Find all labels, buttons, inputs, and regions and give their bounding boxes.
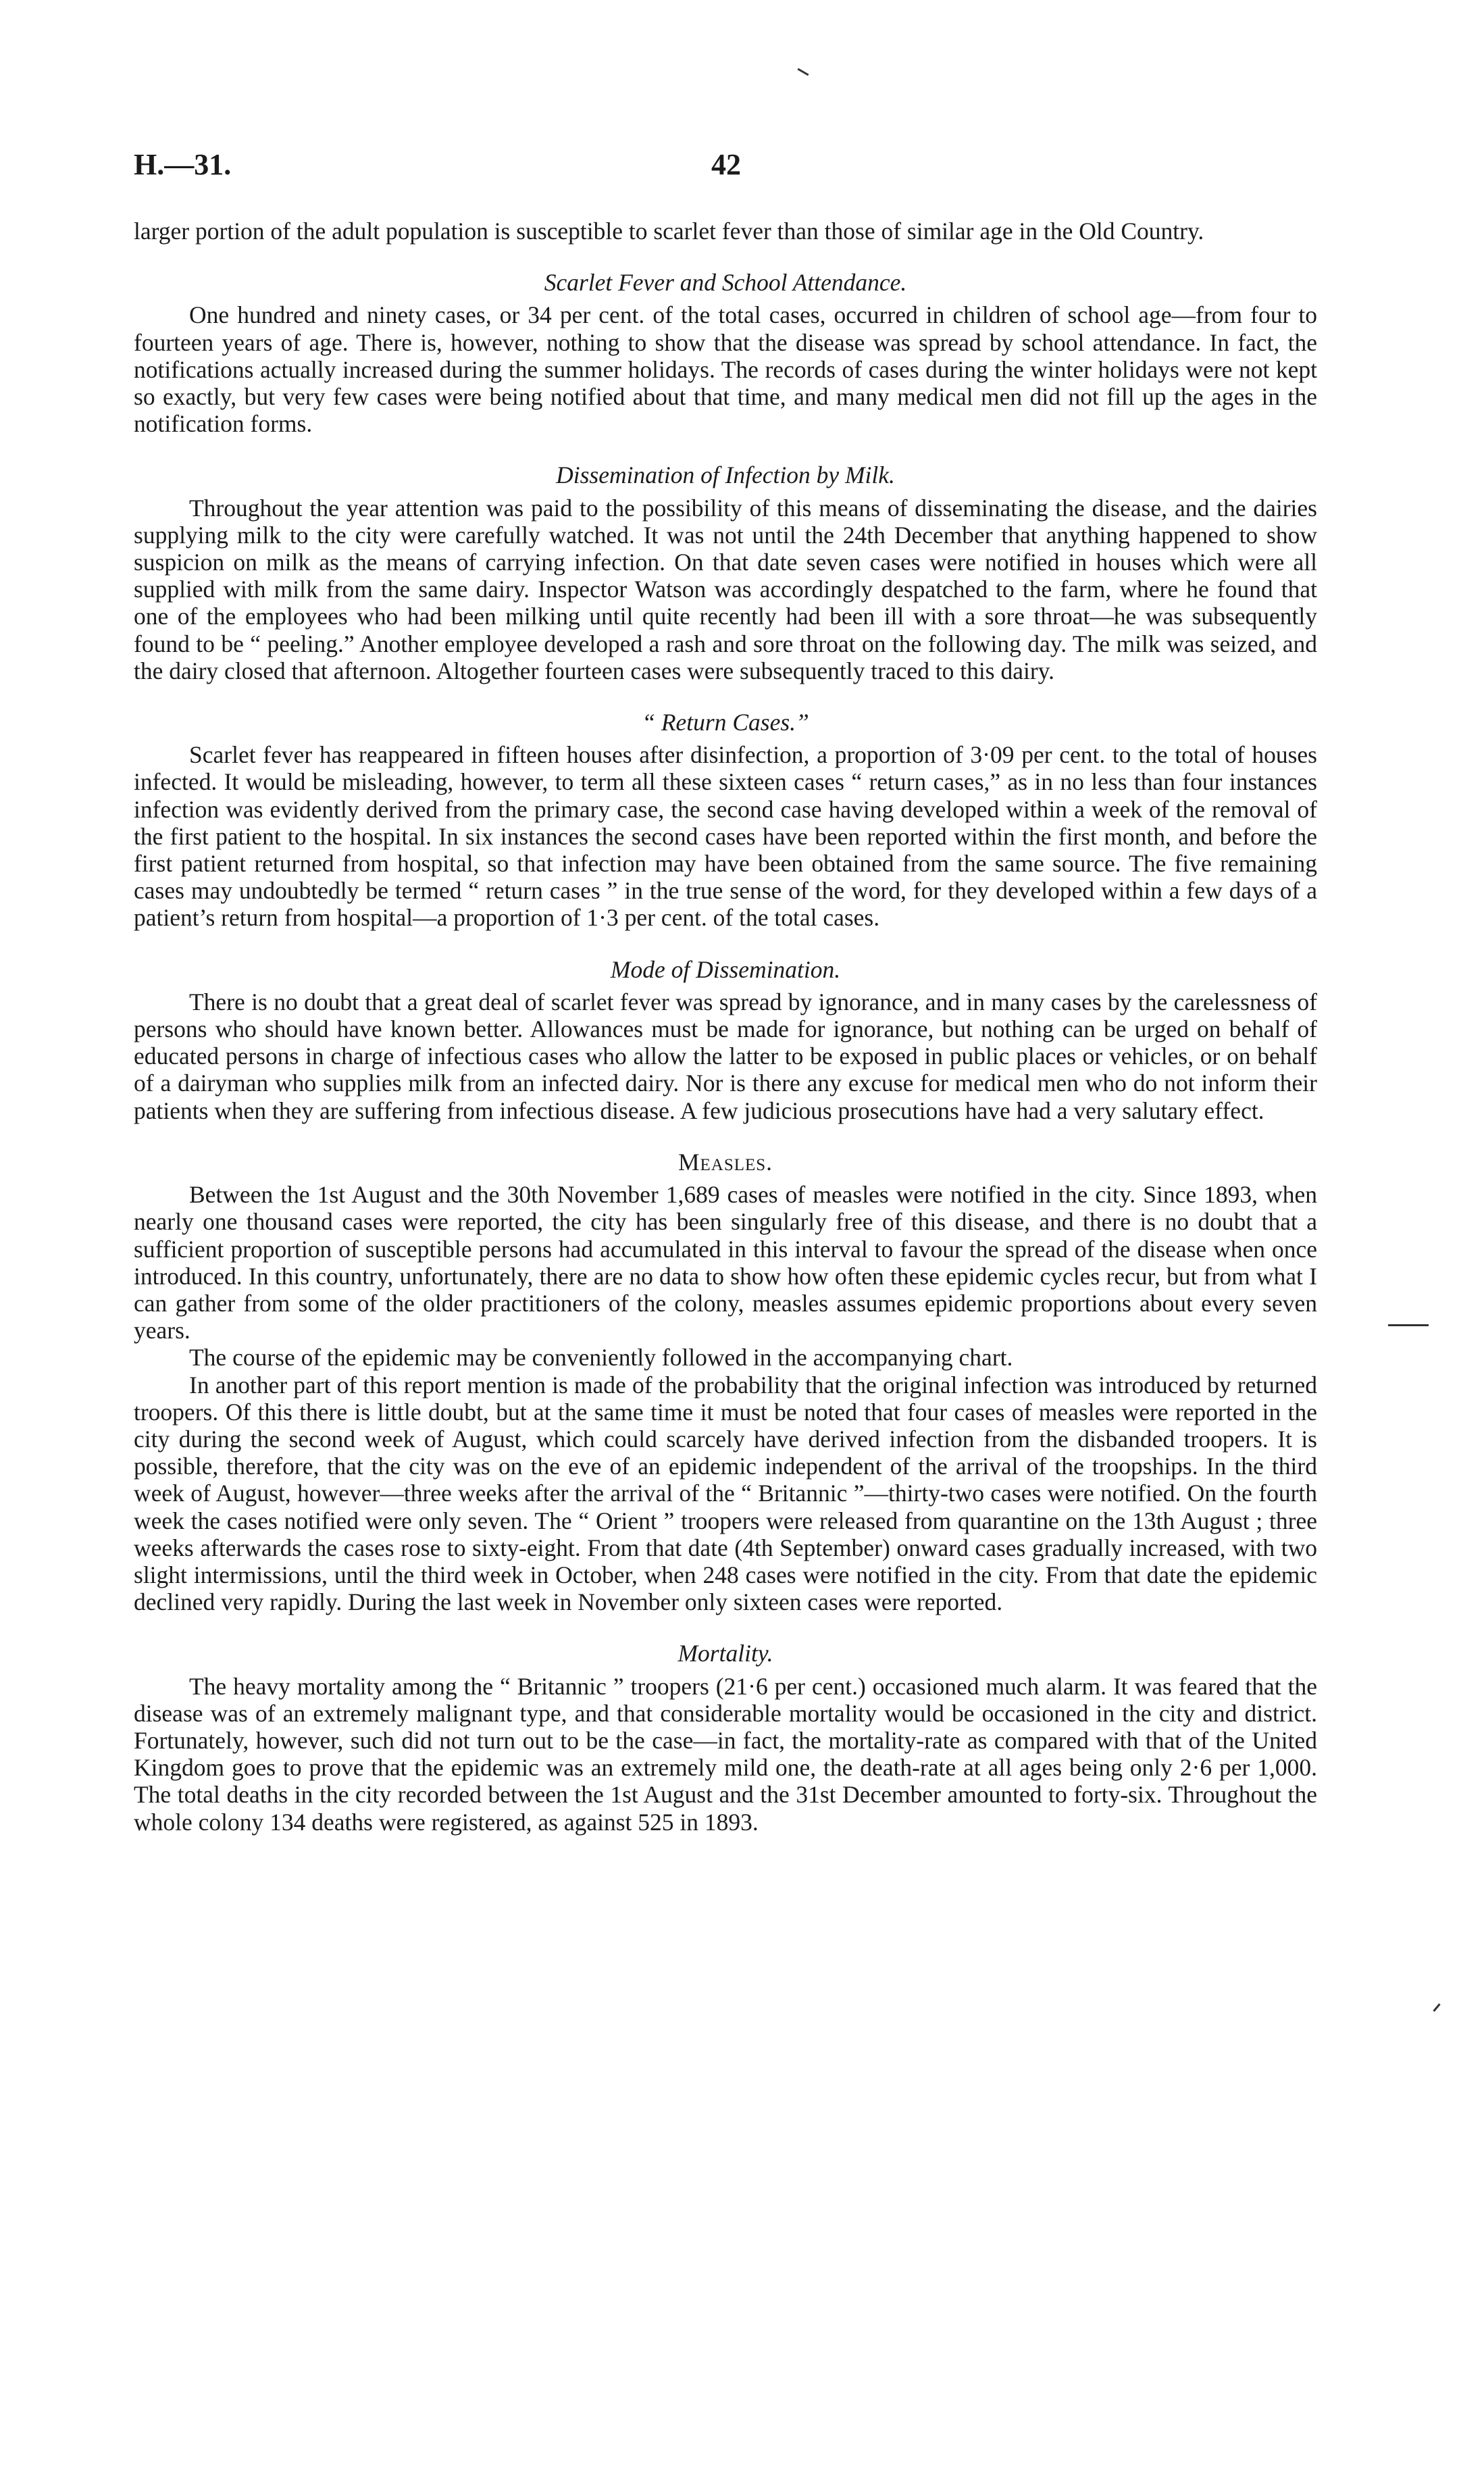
paragraph: Between the 1st August and the 30th November 1,689 cases of measles were notified in the city. Since 1893, when nearly one thousand cases were reported, the city has been singularly free of this disease, and there is no doubt that a sufficient proportion of susceptible persons had accumulated in this interval to favour the spread of the disease when once introduced. In this country, unfortunately, there are no data to show how often these epidemic cycles recur, but from what I can gather from some of the older practitioners of the colony, measles assumes epidemic proportions about every seven years.	[134, 1181, 1317, 1344]
section-heading-measles: Measles.	[677, 1148, 773, 1176]
paragraph: The heavy mortality among the “ Britannic ” troopers (21·6 per cent.) occasioned much alarm. It was feared that the disease was of an extremely malignant type, and that considerable mortality would be occasioned in the city and district. Fortunately, however, such did not turn out to be the case—in fact, the mortality-rate as compared with that of the United Kingdom goes to prove that the epidemic was an extremely mild one, the death-rate at all ages being only 2·6 per 1,000. The total deaths in the city recorded between the 1st August and the 31st December amounted to forty-six. Throughout the whole colony 134 deaths were registered, as against 525 in 1893.	[134, 1672, 1317, 1836]
paragraph: Throughout the year attention was paid to the possibility of this means of disseminating the disease, and the dairies supplying milk to the city were carefully watched. It was not until the 24th December that anything happened to show suspicion on milk as the means of carrying infection. On that date seven cases were notified in houses which were all supplied with milk from the same dairy. Inspector Watson was accordingly despatched to the farm, where he found that one of the employees who had been milking until quite recently had been ill with a sore throat—he was subsequently found to be “ peeling.” Another employee developed a rash and sore throat on the following day. The milk was seized, and the dairy closed that afternoon. Altogether fourteen cases were subsequently traced to this dairy.	[134, 494, 1317, 684]
section-heading-mode-of-dissemination: Mode of Dissemination.	[610, 955, 841, 983]
paragraph: There is no doubt that a great deal of scarlet fever was spread by ignorance, and in many cases by the carelessness of persons who should have known better. Allowances must be made for ignorance, but nothing can be urged on behalf of educated persons in charge of infectious cases who allow the latter to be exposed in public places or vehicles, or on behalf of a dairyman who supplies milk from an infected dairy. Nor is there any excuse for medical men who do not inform their patients when they are suffering from infectious disease. A few judicious prosecutions have had a very salutary effect.	[134, 988, 1317, 1124]
intro-paragraph: larger portion of the adult population is susceptible to scarlet fever than those of similar age in the Old Country.	[134, 218, 1204, 245]
page-number: 42	[711, 148, 741, 181]
scan-mark	[1388, 1324, 1429, 1326]
document-body	[134, 218, 1317, 1836]
scan-mark	[1433, 2003, 1440, 2012]
paragraph: One hundred and ninety cases, or 34 per cent. of the total cases, occurred in children of school age—from four to fourteen years of age. There is, however, nothing to show that the disease was spread by school attendance. In fact, the notifications actually increased during the summer holidays. The records of cases during the winter holidays were not kept so exactly, but very few cases were being notified about that time, and many medical men did not fill up the ages in the notification forms.	[134, 301, 1317, 438]
page-header	[134, 147, 1316, 188]
paragraph: In another part of this report mention is made of the probability that the original infection was introduced by returned troopers. Of this there is little doubt, but at the same time it must be noted that four cases of measles were reported in the city during the second week of August, which could scarcely have derived infection from the disbanded troopers. It is possible, therefore, that the city was on the eve of an epidemic independent of the arrival of the troopships. In the third week of August, however—three weeks after the arrival of the “ Britannic ”—thirty-two cases were notified. On the fourth week the cases notified were only seven. The “ Orient ” troopers were released from quarantine on the 13th August ; three weeks afterwards the cases rose to sixty-eight. From that date (4th September) onward cases gradually increased, with two slight intermissions, until the third week in October, when 248 cases were notified in the city. From that date the epidemic declined very rapidly. During the last week in November only sixteen cases were reported.	[134, 1371, 1317, 1616]
paragraph: The course of the epidemic may be conveniently followed in the accompanying chart.	[189, 1344, 1013, 1372]
section-heading-milk-infection: Dissemination of Infection by Milk.	[556, 461, 895, 489]
section-heading-mortality: Mortality.	[677, 1640, 773, 1667]
scan-mark	[797, 68, 809, 76]
paragraph: Scarlet fever has reappeared in fifteen houses after disinfection, a proportion of 3·09 per cent. to the total of houses infected. It would be misleading, however, to term all these sixteen cases “ return cases,” as in no less than four instances infection was evidently derived from the primary case, the second case having developed within a week of the removal of the first patient to the hospital. In six instances the second cases have been reported within the first month, and before the first patient returned from hospital, so that infection may have been obtained from the same source. The five remaining cases may undoubtedly be termed “ return cases ” in the true sense of the word, for they developed within a few days of a patient’s return from hospital—a proportion of 1·3 per cent. of the total cases.	[134, 741, 1317, 932]
document-code: H.—31.	[134, 148, 232, 181]
section-heading-school-attendance: Scarlet Fever and School Attendance.	[544, 269, 907, 297]
section-heading-return-cases: “ Return Cases.”	[642, 709, 809, 736]
